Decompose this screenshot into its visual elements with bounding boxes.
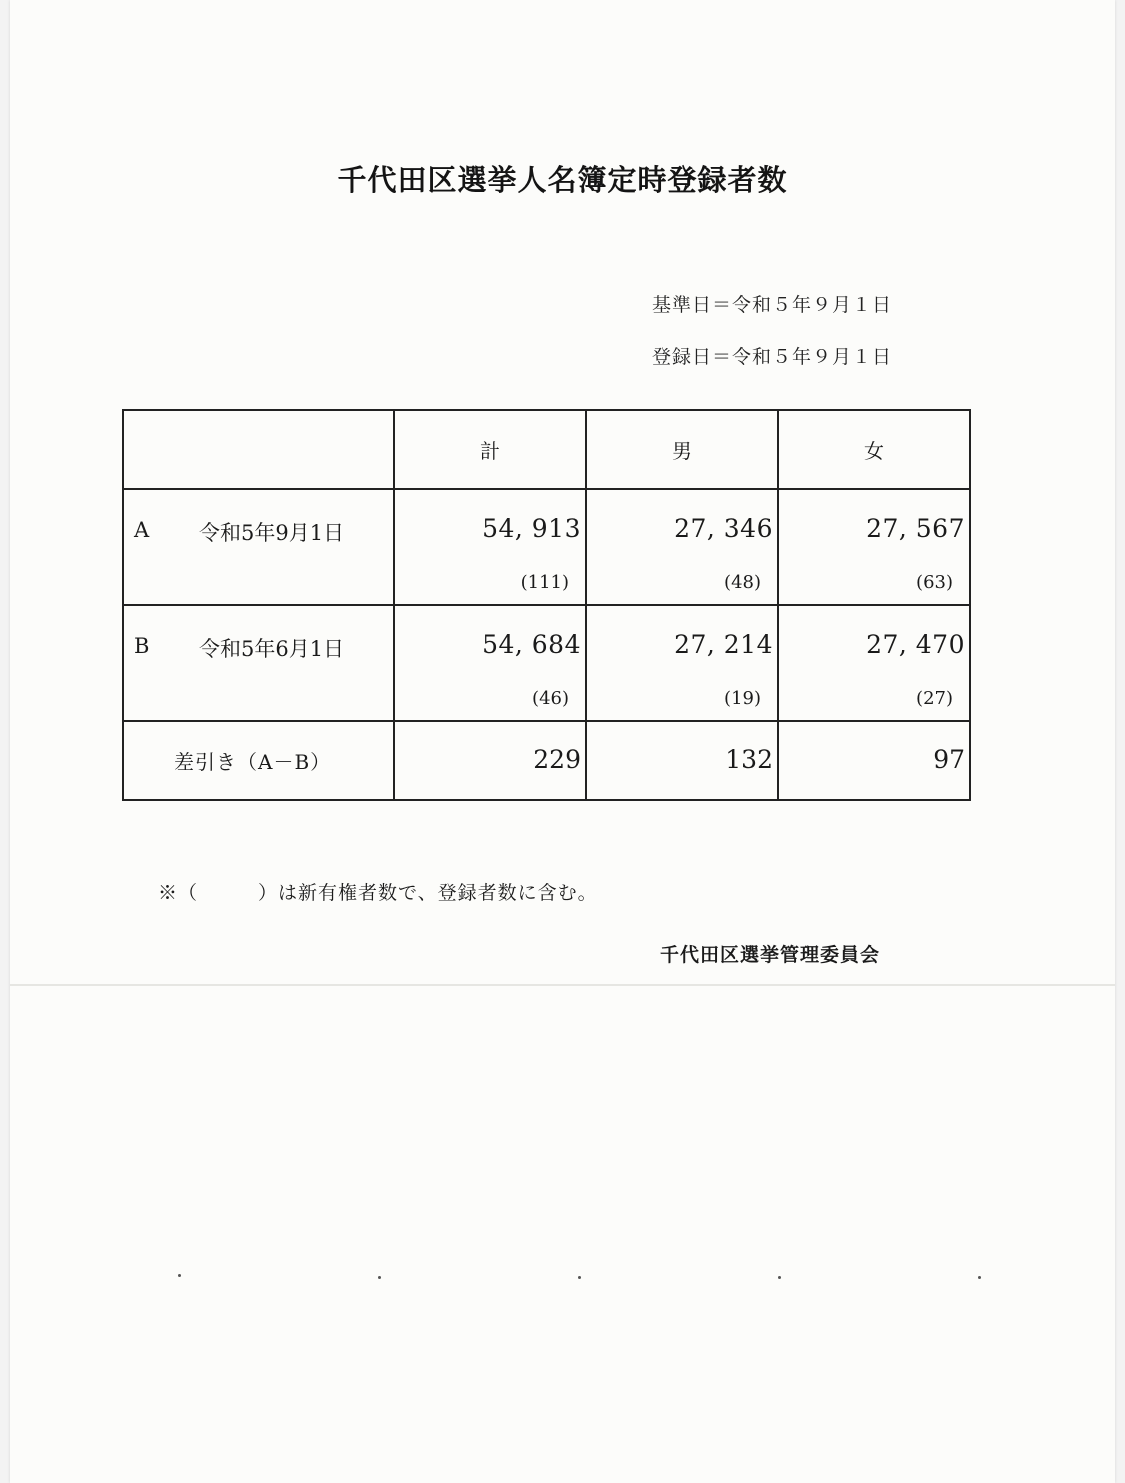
scan-speck [778, 1276, 781, 1279]
row-b-label-cell [123, 605, 394, 721]
row-b-total-cell [394, 605, 586, 721]
reference-date: 基準日＝令和５年９月１日 [652, 294, 893, 316]
table-header-row [123, 410, 970, 489]
difference-total-cell [394, 721, 586, 800]
registration-date: 登録日＝令和５年９月１日 [652, 346, 893, 368]
registrant-count-table [122, 409, 971, 801]
scan-speck [578, 1276, 581, 1279]
difference-female: 97 [933, 745, 965, 774]
paper-fold-line [10, 984, 1115, 986]
female-count: 27, 470 [866, 630, 965, 659]
total-count: 54, 913 [482, 514, 581, 543]
scan-speck [178, 1274, 181, 1277]
total-new-voters: (111) [520, 572, 569, 593]
row-a-total-cell [394, 489, 586, 605]
header-female: 女 [778, 410, 970, 489]
row-b-male-cell [586, 605, 778, 721]
table-row-b [123, 605, 970, 721]
header-total: 計 [394, 410, 586, 489]
female-count: 27, 567 [866, 514, 965, 543]
difference-label: 差引き（A－B） [174, 750, 332, 774]
male-new-voters: (48) [724, 572, 761, 593]
scan-speck [978, 1276, 981, 1279]
row-b-female-cell [778, 605, 970, 721]
row-letter: B [134, 634, 150, 658]
difference-female-cell [778, 721, 970, 800]
difference-male: 132 [725, 745, 773, 774]
female-new-voters: (27) [916, 688, 953, 709]
difference-label-cell [123, 721, 394, 800]
row-date: 令和5年6月1日 [199, 637, 345, 661]
document-page [10, 0, 1115, 1483]
total-count: 54, 684 [482, 630, 581, 659]
total-new-voters: (46) [532, 688, 569, 709]
scan-speck [378, 1276, 381, 1279]
header-blank-cell [123, 410, 394, 489]
table-row-a [123, 489, 970, 605]
header-male: 男 [586, 410, 778, 489]
difference-total: 229 [533, 745, 581, 774]
male-count: 27, 214 [674, 630, 773, 659]
male-new-voters: (19) [724, 688, 761, 709]
male-count: 27, 346 [674, 514, 773, 543]
footnote: ※（ ）は新有権者数で、登録者数に含む。 [158, 882, 598, 904]
document-title: 千代田区選挙人名簿定時登録者数 [337, 163, 788, 197]
row-date: 令和5年9月1日 [199, 521, 345, 545]
row-a-label-cell [123, 489, 394, 605]
row-a-female-cell [778, 489, 970, 605]
issuer-name: 千代田区選挙管理委員会 [660, 944, 881, 966]
female-new-voters: (63) [916, 572, 953, 593]
row-a-male-cell [586, 489, 778, 605]
row-letter: A [134, 518, 150, 542]
difference-male-cell [586, 721, 778, 800]
table-row-difference [123, 721, 970, 800]
